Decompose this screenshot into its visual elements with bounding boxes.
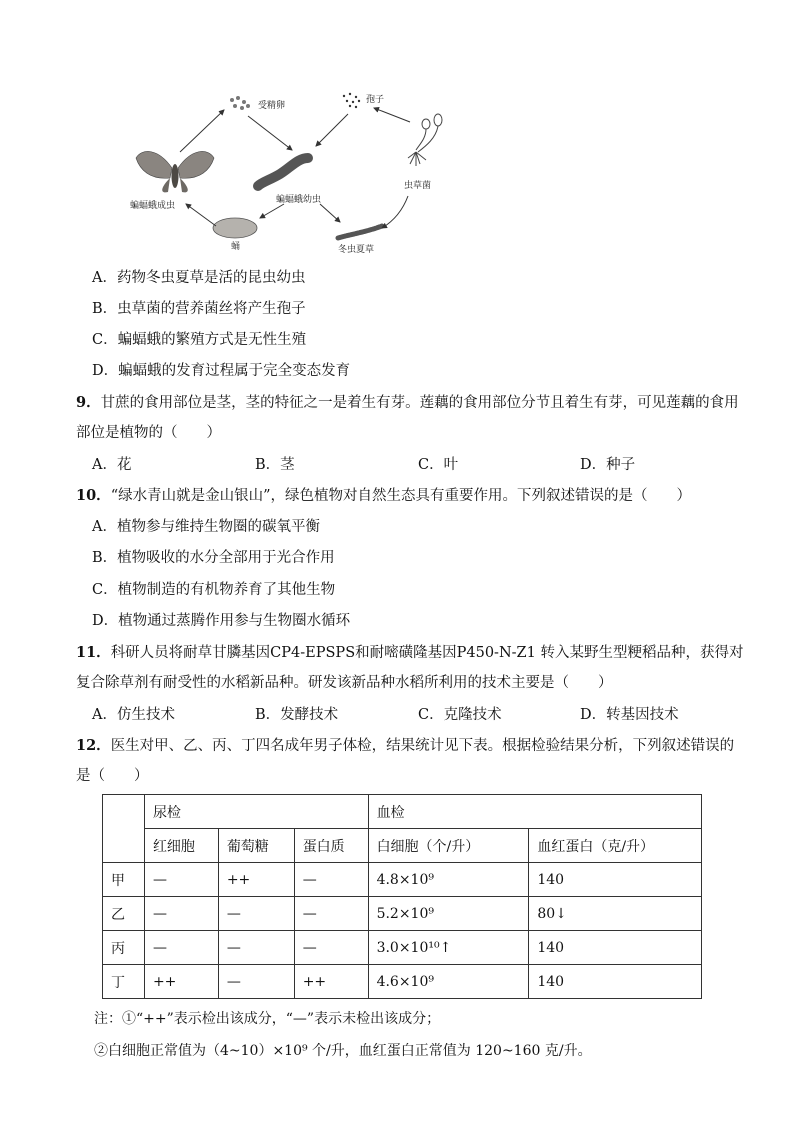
column-header: 红细胞 (144, 829, 218, 863)
table-cell: — (218, 897, 294, 931)
table-header-row (103, 829, 702, 863)
table-cell: 80↓ (529, 897, 702, 931)
table-note-1: 注：①“++”表示检出该成分，“—”表示未检出该成分； (94, 1011, 441, 1027)
row-name: 甲 (103, 863, 145, 897)
q9-number: 9． (76, 394, 101, 411)
table-cell: 3.0×10¹⁰↑ (368, 931, 529, 965)
q11-option-d[interactable]: D．转基因技术 (580, 707, 679, 723)
q8-option-d[interactable]: D．蝙蝠蛾的发育过程属于完全变态发育 (92, 363, 351, 379)
table-cell: 5.2×10⁹ (368, 897, 529, 931)
column-header: 蛋白质 (294, 829, 368, 863)
blood-test-header: 血检 (368, 795, 701, 829)
q12-text: 医生对甲、乙、丙、丁四名成年男子体检，结果统计见下表。根据检验结果分析，下列叙述错误的 (110, 738, 735, 754)
table-cell: ++ (218, 863, 294, 897)
q9-option-c[interactable]: C．叶 (418, 457, 459, 473)
q11-option-a[interactable]: A．仿生技术 (92, 707, 175, 723)
q10-option-b[interactable]: B．植物吸收的水分全部用于光合作用 (92, 550, 335, 566)
larva-icon (258, 158, 308, 186)
urine-test-header: 尿检 (144, 795, 368, 829)
table-cell: — (218, 931, 294, 965)
cordyceps-icon (338, 226, 382, 238)
table-cell: ++ (294, 965, 368, 999)
exam-results-table (102, 794, 702, 999)
table-cell: ++ (144, 965, 218, 999)
q10-text: “绿水青山就是金山银山”，绿色植物对自然生态具有重要作用。下列叙述错误的是（ ） (110, 488, 692, 504)
table-row (103, 931, 702, 965)
q11-stem-line1 (76, 643, 743, 663)
table-row (103, 863, 702, 897)
column-header: 葡萄糖 (218, 829, 294, 863)
table-row (103, 897, 702, 931)
table-cell: 140 (529, 931, 702, 965)
q11-text: 科研人员将耐草甘膦基因CP4-EPSPS和耐嘧磺隆基因P450-N-Z1 转入某野生型粳稻品种，获得对 (110, 645, 744, 661)
q11-option-c[interactable]: C．克隆技术 (418, 707, 502, 723)
table-row (103, 965, 702, 999)
table-cell: — (218, 965, 294, 999)
table-cell: — (294, 897, 368, 931)
q10-option-c[interactable]: C．植物制造的有机物养育了其他生物 (92, 582, 336, 598)
cordyceps-fungus-icon (408, 114, 442, 166)
q11-number: 11． (76, 644, 111, 661)
q10-option-a[interactable]: A．植物参与维持生物圈的碳氧平衡 (92, 519, 320, 535)
row-name: 丁 (103, 965, 145, 999)
q9-text: 甘蔗的食用部位是茎，茎的特征之一是着生有芽。莲藕的食用部位分节且着生有芽，可见莲藕的食用 (100, 395, 739, 411)
q9-option-b[interactable]: B．茎 (255, 457, 295, 473)
table-cell: — (144, 863, 218, 897)
table-note-2: ②白细胞正常值为（4~10）×10⁹ 个/升，血红蛋白正常值为 120~160 克/升。 (94, 1043, 592, 1059)
table-cell: — (144, 931, 218, 965)
table-cell: 140 (529, 863, 702, 897)
q11-stem-line2: 复合除草剂有耐受性的水稻新品种。研发该新品种水稻所利用的技术主要是（ ） (76, 675, 613, 691)
moth-adult-icon (136, 151, 214, 192)
cordyceps-life-cycle-diagram (120, 86, 450, 256)
spores-label: 孢子 (366, 95, 385, 105)
q9-stem-line2: 部位是植物的（ ） (76, 425, 221, 441)
q8-option-b[interactable]: B．虫草菌的营养菌丝将产生孢子 (92, 301, 306, 317)
q9-stem-line1 (76, 393, 739, 413)
q10-option-d[interactable]: D．植物通过蒸腾作用参与生物圈水循环 (92, 613, 351, 629)
q8-option-a[interactable]: A．药物冬虫夏草是活的昆虫幼虫 (92, 270, 306, 286)
table-cell: — (294, 931, 368, 965)
table-cell: 4.8×10⁹ (368, 863, 529, 897)
q8-option-c[interactable]: C．蝙蝠蛾的繁殖方式是无性生殖 (92, 332, 307, 348)
fertilized-eggs-icon (230, 96, 250, 110)
pupa-icon (213, 218, 257, 238)
q9-option-d[interactable]: D．种子 (580, 457, 636, 473)
pupa-label: 蛹 (231, 242, 241, 252)
fungus-label: 虫草菌 (404, 181, 432, 191)
q11-option-b[interactable]: B．发酵技术 (255, 707, 339, 723)
q12-stem-line2: 是（ ） (76, 768, 149, 784)
fertilized-eggs-label: 受精卵 (258, 101, 286, 111)
column-header: 血红蛋白（克/升） (529, 829, 702, 863)
table-cell: — (294, 863, 368, 897)
table-cell: — (144, 897, 218, 931)
row-name: 丙 (103, 931, 145, 965)
column-header: 白细胞（个/升） (368, 829, 529, 863)
q9-option-a[interactable]: A．花 (92, 457, 132, 473)
q12-stem-line1 (76, 736, 734, 756)
table-corner-cell (103, 795, 145, 863)
larva-label: 蝙蝠蛾幼虫 (276, 195, 322, 205)
adult-moth-label: 蝙蝠蛾成虫 (130, 201, 176, 211)
q10-number: 10． (76, 487, 111, 504)
q12-number: 12． (76, 737, 111, 754)
row-name: 乙 (103, 897, 145, 931)
cordyceps-label: 冬虫夏草 (338, 245, 375, 255)
table-cell: 4.6×10⁹ (368, 965, 529, 999)
table-group-header-row (103, 795, 702, 829)
q10-stem (76, 486, 691, 506)
spores-icon (343, 93, 360, 108)
table-cell: 140 (529, 965, 702, 999)
